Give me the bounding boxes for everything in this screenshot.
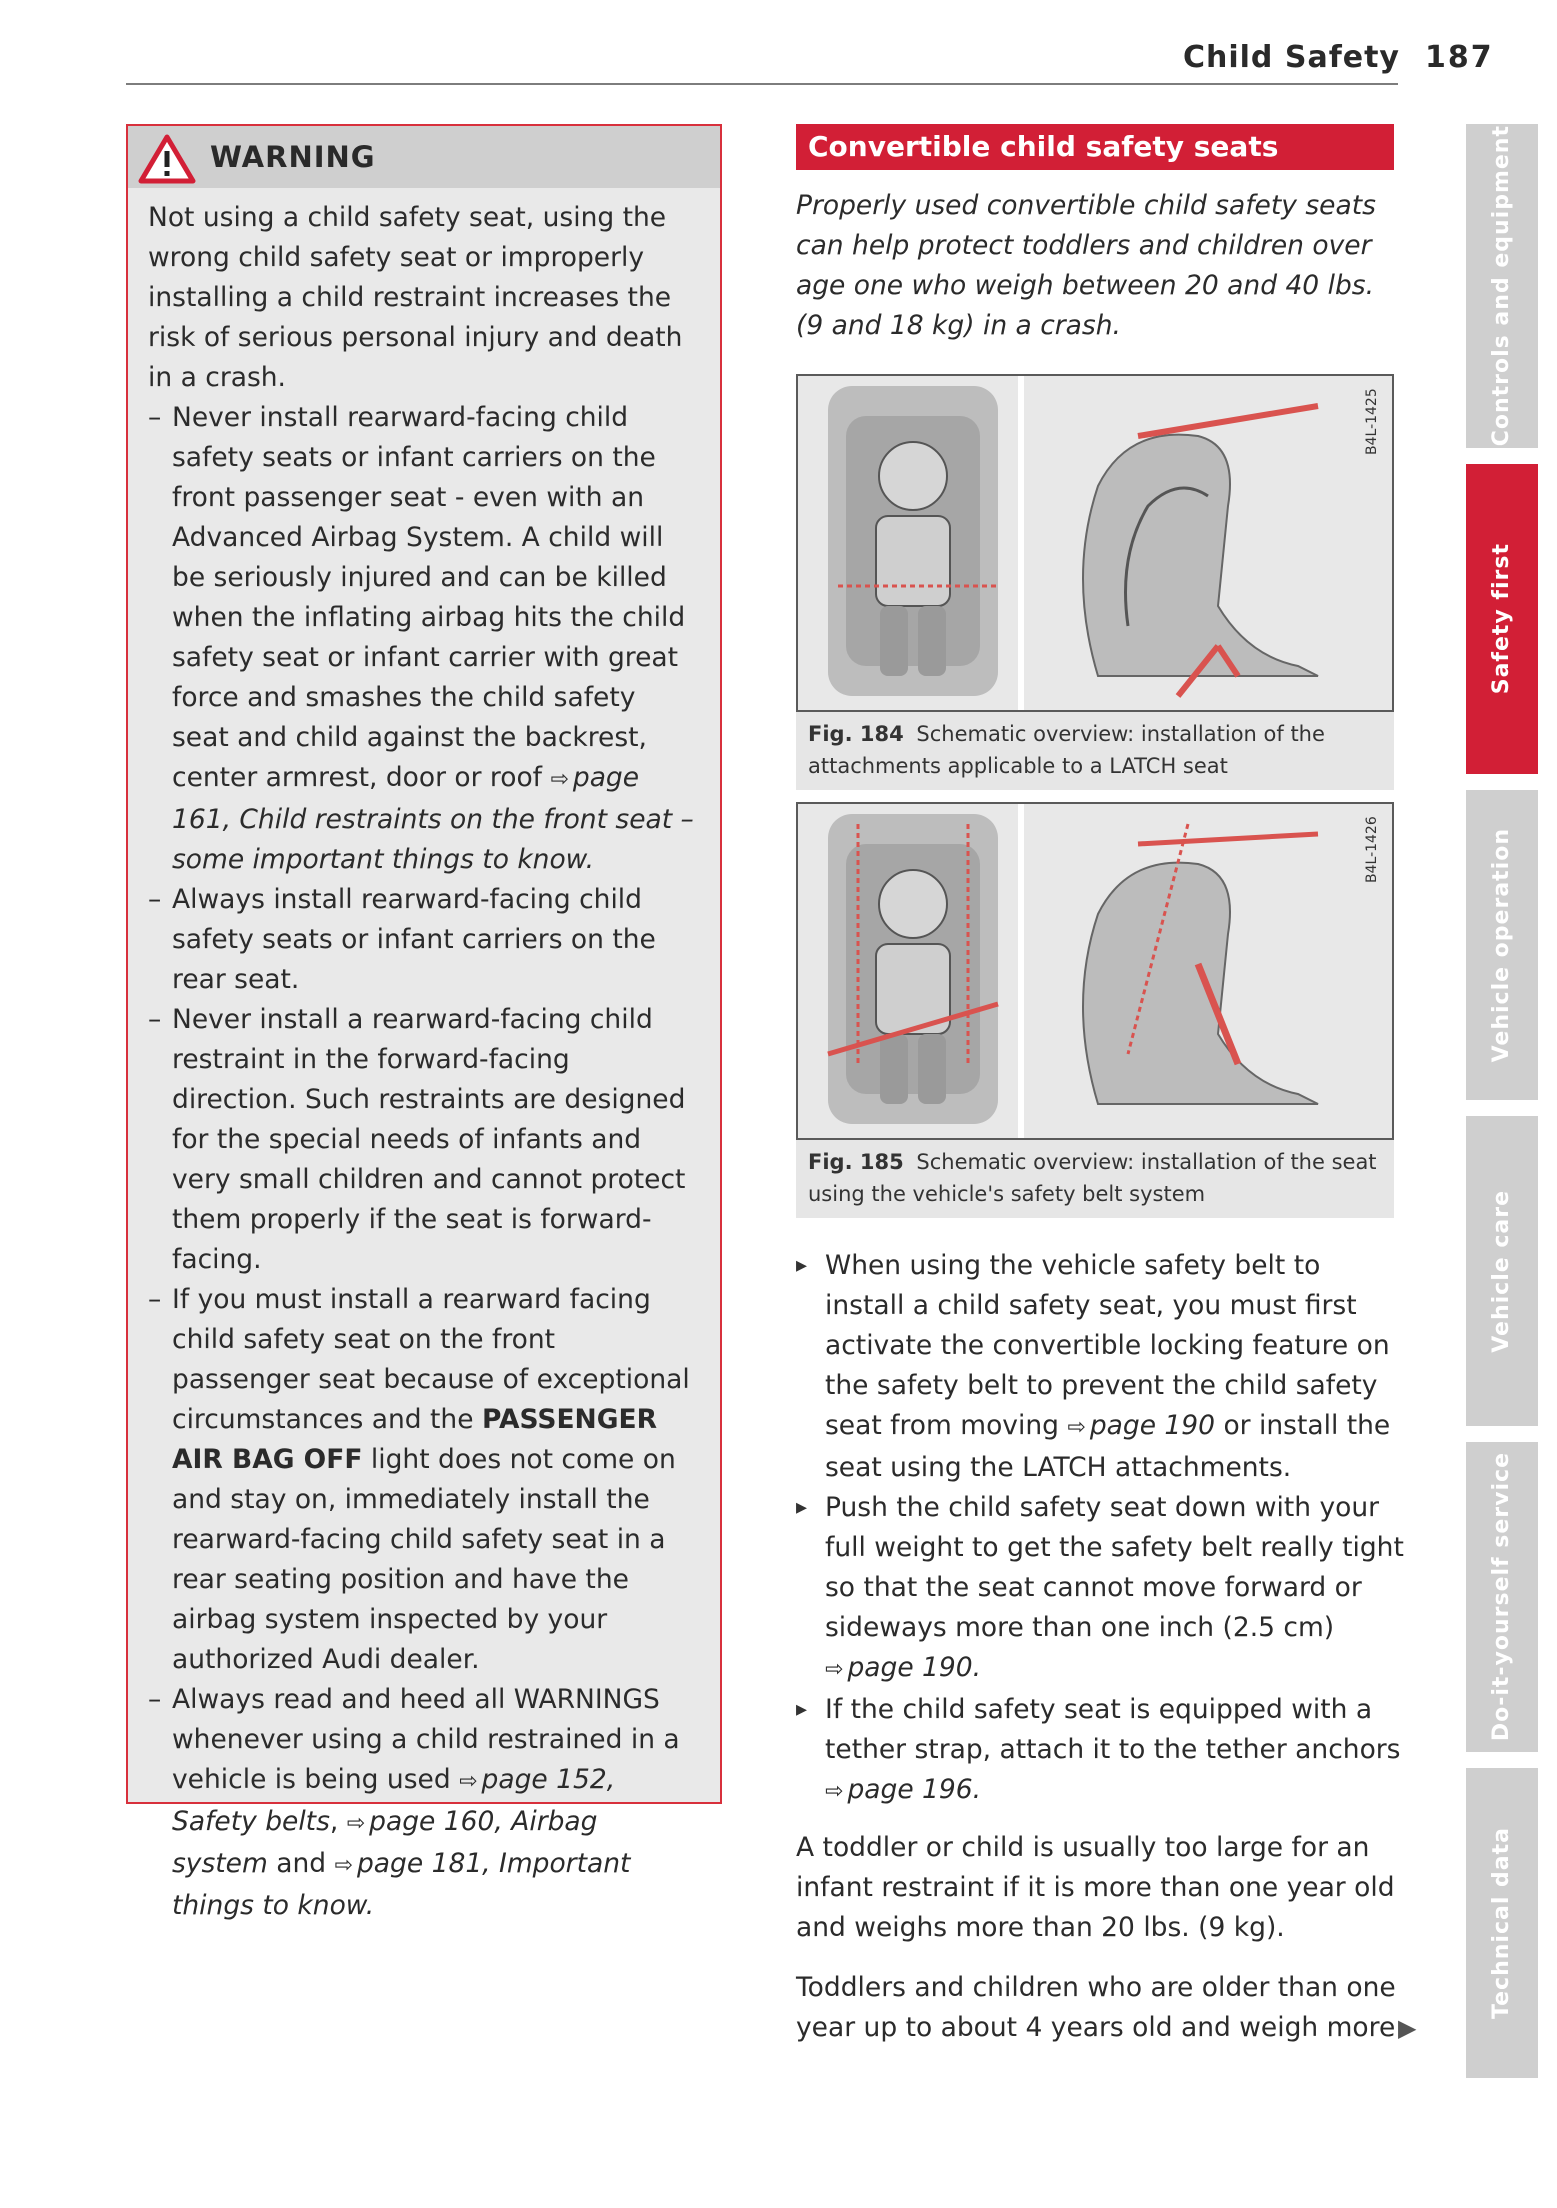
- side-tab-technical-data[interactable]: Technical data: [1466, 1768, 1538, 2078]
- figure-code: B4L-1425: [1364, 388, 1380, 456]
- figure-number: Fig. 184: [808, 722, 904, 746]
- page-reference-link[interactable]: ⇨ page 181, Important things to know.: [172, 1848, 631, 1921]
- instruction-item: ▸ When using the vehicle safety belt to install a child safety seat, you must first activate the convertible locking feature on the safety belt to prevent the child safety seat from moving ⇨ page 190 or install the seat using the LATCH attachments.: [796, 1246, 1406, 1488]
- figure-image: [796, 374, 1394, 712]
- page-reference-link[interactable]: ⇨ page 196.: [825, 1774, 982, 1805]
- figure-number: Fig. 185: [808, 1150, 904, 1174]
- section-intro: Properly used convertible child safety seats can help protect toddlers and children over age one who weigh between 20 and 40 lbs. (9 and 18 kg) in a crash.: [796, 190, 1376, 341]
- paragraph: Toddlers and children who are older than one year up to about 4 years old and weigh more: [796, 1972, 1396, 2043]
- side-tab-vehicle-care[interactable]: Vehicle care: [1466, 1116, 1538, 1426]
- continue-arrow-icon: ▶: [1398, 2014, 1417, 2042]
- page-reference-link[interactable]: ⇨ page 161, Child restraints on the front seat – some important things to know.: [172, 762, 694, 875]
- figure-185: [796, 802, 1394, 1218]
- paragraph: A toddler or child is usually too large for an infant restraint if it is more than one year old and weighs more than 20 lbs. (9 kg).: [796, 1832, 1395, 1943]
- page-reference-link[interactable]: ⇨ page 160, Airbag system: [172, 1806, 598, 1879]
- section-title: Convertible child safety seats: [796, 124, 1394, 170]
- page-reference-link[interactable]: ⇨ page 152, Safety belts: [172, 1764, 616, 1837]
- arrow-right-icon: ⇨: [825, 1657, 844, 1682]
- arrow-right-icon: ⇨: [334, 1853, 353, 1878]
- warning-label: WARNING: [210, 140, 376, 174]
- instruction-item: ▸ Push the child safety seat down with your full weight to get the safety belt really tight so that the seat cannot move forward or sideways more than one inch (2.5 cm) ⇨ page 190.: [796, 1488, 1406, 1690]
- header-divider: [126, 83, 1398, 85]
- figure-184: [796, 374, 1394, 790]
- warning-header: [128, 126, 720, 188]
- warning-item: – Never install rearward-facing child safety seats or infant carriers on the front passenger seat - even with an Advanced Airbag System. A child will be seriously injured and can be killed when the inflating airbag hits the child safety seat or infant carrier with great force and smashes the child safety seat and child against the backrest, center armrest, door or roof ⇨ page 161, Child restraints on the front seat – some important things to know.: [148, 398, 700, 880]
- arrow-right-icon: ⇨: [825, 1779, 844, 1804]
- belt-seat-illustration: [798, 804, 1392, 1138]
- warning-item: – Never install a rearward-facing child restraint in the forward-facing direction. Such restraints are designed for the special needs of infants and very small children and cannot protect them properly if the seat is forward-facing.: [148, 1000, 700, 1280]
- side-tab-controls-and-equipment[interactable]: Controls and equipment: [1466, 124, 1538, 448]
- figure-code: B4L-1426: [1364, 816, 1380, 884]
- arrow-right-icon: ⇨: [459, 1769, 478, 1794]
- instruction-item: ▸ If the child safety seat is equipped with a tether strap, attach it to the tether anchors ⇨ page 196.: [796, 1690, 1406, 1812]
- arrow-right-icon: ⇨: [346, 1811, 366, 1836]
- warning-item: – Always install rearward-facing child safety seats or infant carriers on the rear seat.: [148, 880, 700, 1000]
- figure-caption: Fig. 185 Schematic overview: installation of the seat using the vehicle's safety belt system: [808, 1150, 1377, 1206]
- page-reference-link[interactable]: ⇨ page 190: [1067, 1410, 1216, 1441]
- side-tab-do-it-yourself-service[interactable]: Do-it-yourself service: [1466, 1442, 1538, 1752]
- warning-item: – If you must install a rearward facing child safety seat on the front passenger seat because of exceptional circumstances and the PASSENGER AIR BAG OFF light does not come on and stay on, immediately install the rearward-facing child safety seat in a rear seating position and have the airbag system inspected by your authorized Audi dealer.: [148, 1280, 700, 1680]
- side-tab-safety-first[interactable]: Safety first: [1466, 464, 1538, 774]
- arrow-right-icon: ⇨: [550, 767, 569, 792]
- passenger-airbag-off-label: PASSENGER AIR BAG OFF: [172, 1404, 657, 1475]
- warning-box: [126, 124, 722, 1921]
- warning-body: [128, 188, 720, 1926]
- page-number: 187: [1425, 40, 1494, 75]
- figure-caption: Fig. 184 Schematic overview: installation of the attachments applicable to a LATCH seat: [808, 722, 1325, 778]
- warning-list: [148, 398, 700, 1926]
- arrow-right-icon: ⇨: [1067, 1415, 1086, 1440]
- instruction-list: [796, 1246, 1406, 1812]
- warning-intro: Not using a child safety seat, using the wrong child safety seat or improperly installing a child restraint increases the risk of serious personal injury and death in a crash.: [148, 202, 683, 393]
- warning-item: – Always read and heed all WARNINGS whenever using a child restrained in a vehicle is being used ⇨ page 152, Safety belts, ⇨ page 160, Airbag system and ⇨ page 181, Important things to know.: [148, 1680, 700, 1926]
- page-header-title: Child Safety: [1182, 40, 1400, 75]
- side-tab-vehicle-operation[interactable]: Vehicle operation: [1466, 790, 1538, 1100]
- page-reference-link[interactable]: ⇨ page 190.: [825, 1652, 982, 1683]
- figure-image: [796, 802, 1394, 1140]
- latch-seat-illustration: [798, 376, 1392, 710]
- warning-triangle-icon: [138, 134, 196, 184]
